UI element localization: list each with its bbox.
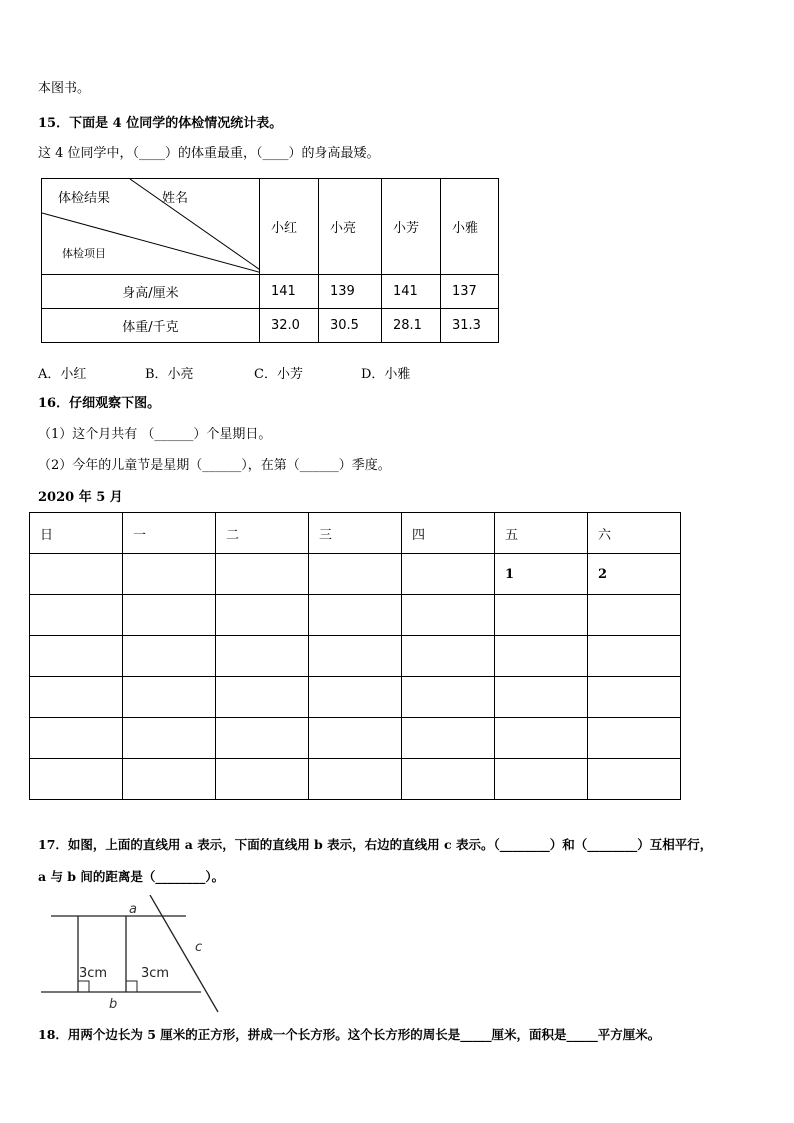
- day-cell[interactable]: [402, 677, 495, 718]
- distance-label-1: 3cm: [79, 966, 108, 981]
- day-cell[interactable]: [402, 718, 495, 759]
- day-cell[interactable]: [309, 636, 402, 677]
- day-cell[interactable]: [402, 636, 495, 677]
- q16-sub2: （2）今年的儿童节是星期（______），在第（______）季度。: [38, 458, 391, 473]
- q16-sub1: （1）这个月共有 （______）个星期日。: [38, 427, 272, 442]
- row-label: 身高/厘米: [42, 275, 260, 309]
- calendar-row: [30, 554, 681, 595]
- q16-title: 16．仔细观察下图。: [38, 396, 161, 411]
- calendar-row: [30, 595, 681, 636]
- q15-question: 这 4 位同学中，（____）的体重最重，（____）的身高最矮。: [38, 146, 380, 161]
- table-row: [42, 309, 499, 343]
- weekday-cell: 日: [30, 513, 123, 554]
- name-cell: 小芳: [382, 179, 441, 275]
- calendar-table: [29, 512, 681, 800]
- day-cell[interactable]: [30, 718, 123, 759]
- value-cell: 31.3: [441, 309, 499, 343]
- value-cell: 30.5: [319, 309, 382, 343]
- day-cell[interactable]: [495, 595, 588, 636]
- day-cell[interactable]: [123, 554, 216, 595]
- day-cell[interactable]: [309, 677, 402, 718]
- day-cell[interactable]: 2: [588, 554, 681, 595]
- row-label: 体重/千克: [42, 309, 260, 343]
- option-d[interactable]: D．小雅: [361, 367, 411, 382]
- day-cell[interactable]: [309, 718, 402, 759]
- health-stats-table: [41, 178, 499, 343]
- day-cell[interactable]: [123, 677, 216, 718]
- q15-title: 15．下面是 4 位同学的体检情况统计表。: [38, 116, 283, 131]
- day-cell[interactable]: [123, 718, 216, 759]
- day-cell[interactable]: [123, 595, 216, 636]
- table-corner-cell: [42, 179, 260, 275]
- continued-text: 本图书。: [38, 81, 91, 96]
- calendar-title: 2020 年 5 月: [38, 490, 123, 505]
- day-cell[interactable]: [30, 636, 123, 677]
- parallel-lines-figure: [36, 895, 236, 1015]
- table-row: [42, 275, 499, 309]
- calendar-row: [30, 759, 681, 800]
- calendar-row: [30, 718, 681, 759]
- day-cell[interactable]: [216, 636, 309, 677]
- weekday-cell: 二: [216, 513, 309, 554]
- q18-text: 18．用两个边长为 5 厘米的正方形，拼成一个长方形。这个长方形的周长是_____厘米，面积是_____平方厘米。: [38, 1027, 661, 1042]
- day-cell[interactable]: [588, 636, 681, 677]
- q17-line1: 17．如图，上面的直线用 a 表示，下面的直线用 b 表示，右边的直线用 c 表示。（________）和（________）互相平行，: [38, 837, 713, 852]
- weekday-cell: 五: [495, 513, 588, 554]
- day-cell[interactable]: [588, 718, 681, 759]
- weekday-cell: 四: [402, 513, 495, 554]
- day-cell[interactable]: [402, 595, 495, 636]
- day-cell[interactable]: [216, 718, 309, 759]
- day-cell[interactable]: [495, 677, 588, 718]
- value-cell: 141: [382, 275, 441, 309]
- right-angle-mark: [78, 981, 89, 992]
- right-angle-mark: [126, 981, 137, 992]
- day-cell[interactable]: [30, 759, 123, 800]
- weekday-cell: 一: [123, 513, 216, 554]
- day-cell[interactable]: [30, 554, 123, 595]
- day-cell[interactable]: [123, 636, 216, 677]
- day-cell[interactable]: [30, 677, 123, 718]
- day-cell[interactable]: [588, 677, 681, 718]
- calendar-header-row: [30, 513, 681, 554]
- distance-label-2: 3cm: [141, 966, 170, 981]
- label-b: b: [109, 997, 118, 1012]
- day-cell[interactable]: [588, 595, 681, 636]
- label-a: a: [129, 902, 137, 917]
- corner-top-left: 体检结果: [58, 191, 111, 206]
- calendar-row: [30, 636, 681, 677]
- value-cell: 141: [260, 275, 319, 309]
- day-cell[interactable]: [402, 759, 495, 800]
- corner-bottom: 体检项目: [62, 247, 106, 260]
- day-cell[interactable]: [30, 595, 123, 636]
- name-cell: 小红: [260, 179, 319, 275]
- corner-top-right: 姓名: [162, 191, 189, 206]
- calendar-row: [30, 677, 681, 718]
- day-cell[interactable]: [495, 718, 588, 759]
- day-cell[interactable]: [216, 595, 309, 636]
- day-cell[interactable]: [309, 554, 402, 595]
- name-cell: 小雅: [441, 179, 499, 275]
- day-cell[interactable]: [495, 636, 588, 677]
- weekday-cell: 六: [588, 513, 681, 554]
- day-cell[interactable]: 1: [495, 554, 588, 595]
- q17-line2: a 与 b 间的距离是（________）。: [38, 869, 225, 884]
- day-cell[interactable]: [216, 677, 309, 718]
- value-cell: 28.1: [382, 309, 441, 343]
- label-c: c: [195, 940, 203, 955]
- day-cell[interactable]: [495, 759, 588, 800]
- value-cell: 139: [319, 275, 382, 309]
- option-c[interactable]: C．小芳: [254, 367, 303, 382]
- line-c: [150, 895, 218, 1012]
- day-cell[interactable]: [309, 759, 402, 800]
- option-a[interactable]: A．小红: [38, 367, 87, 382]
- name-cell: 小亮: [319, 179, 382, 275]
- value-cell: 137: [441, 275, 499, 309]
- day-cell[interactable]: [402, 554, 495, 595]
- day-cell[interactable]: [216, 554, 309, 595]
- option-b[interactable]: B．小亮: [145, 367, 194, 382]
- day-cell[interactable]: [123, 759, 216, 800]
- weekday-cell: 三: [309, 513, 402, 554]
- day-cell[interactable]: [216, 759, 309, 800]
- value-cell: 32.0: [260, 309, 319, 343]
- day-cell[interactable]: [588, 759, 681, 800]
- day-cell[interactable]: [309, 595, 402, 636]
